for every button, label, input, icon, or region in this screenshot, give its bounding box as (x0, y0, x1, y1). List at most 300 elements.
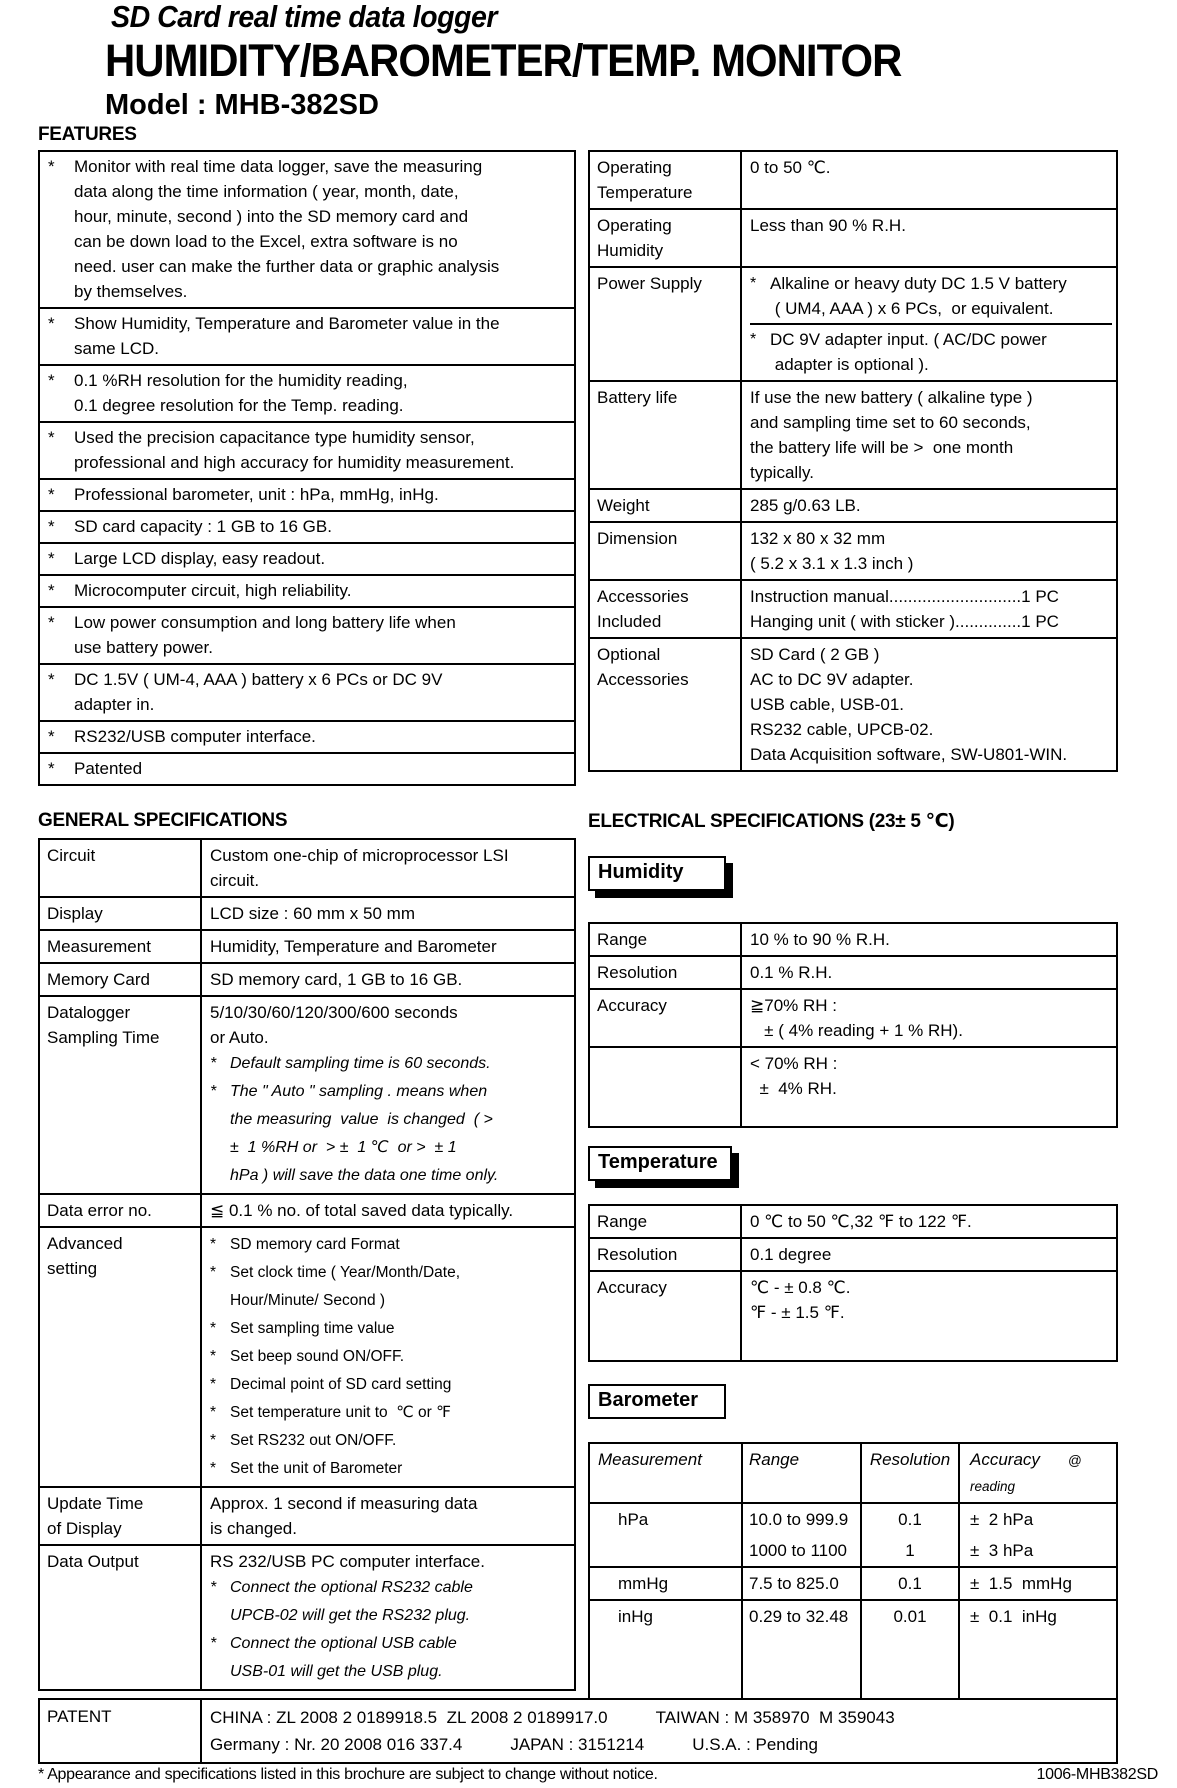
spec-value-part (750, 155, 1112, 180)
bullet-asterisk: * (48, 371, 55, 390)
patent-entry: U.S.A. : Pending (692, 1735, 818, 1754)
text-line: Show Humidity, Temperature and Barometer value in the (74, 314, 500, 333)
general-specifications-table (38, 838, 576, 1691)
text-line: The " Auto " sampling . means when (230, 1083, 488, 1100)
feature-row (40, 478, 574, 510)
text-line: Professional barometer, unit : hPa, mmHg, inHg. (74, 485, 439, 504)
spec-row (40, 929, 574, 962)
spec-row (590, 955, 1116, 988)
text-line: Power Supply (597, 274, 702, 293)
note-group (210, 1630, 570, 1686)
spec-value-part (750, 584, 1112, 634)
text-line: and sampling time set to 60 seconds, (750, 413, 1031, 432)
part-lines (750, 927, 1112, 952)
accuracy-cell (958, 1535, 1116, 1566)
patent-table (38, 1698, 1118, 1764)
spec-label (590, 152, 742, 208)
spec-value (202, 1195, 574, 1226)
resolution-cell (860, 1535, 958, 1566)
spec-value-part (750, 385, 1112, 485)
part-lines (750, 1051, 1112, 1101)
text-line: Default sampling time is 60 seconds. (230, 1055, 491, 1072)
part-lines (750, 993, 1112, 1043)
text-line: Low power consumption and long battery life when (74, 613, 456, 632)
spec-value (742, 1239, 1116, 1270)
spec-row (40, 1486, 574, 1544)
text-line: ≧70% RH : (750, 996, 837, 1015)
document-header (105, 0, 961, 121)
note-lines (230, 1427, 570, 1455)
feature-text (74, 610, 566, 660)
spec-value (202, 1488, 574, 1544)
text-line: Resolution (869, 1450, 951, 1469)
value-lines (210, 901, 570, 926)
spec-label (590, 957, 742, 988)
spec-value (742, 581, 1116, 637)
part-lines (750, 526, 1112, 576)
text-line: USB cable, USB-01. (750, 695, 905, 714)
text-line: Less than 90 % R.H. (750, 216, 906, 235)
spec-value (742, 639, 1116, 770)
value-lines (210, 967, 570, 992)
general-specifications-heading: GENERAL SPECIFICATIONS (38, 810, 288, 831)
note-lines (230, 1315, 570, 1343)
text-line: Range (597, 930, 648, 949)
note-group (210, 1078, 570, 1190)
text-line: Dimension (597, 529, 678, 548)
spec-label (590, 490, 742, 521)
text-line: 10.0 to 999.9 (749, 1510, 849, 1529)
text-line: Display (47, 904, 103, 923)
barometer-subrow (743, 1535, 1116, 1566)
spec-label (590, 924, 742, 955)
spec-row (590, 208, 1116, 266)
text-line: RS 232/USB PC computer interface. (210, 1552, 485, 1571)
note-lines (230, 1259, 570, 1315)
barometer-section-label: Barometer (588, 1384, 726, 1419)
text-line: 0.1 (898, 1574, 922, 1593)
barometer-subrows (743, 1568, 1116, 1599)
text-line: AC to DC 9V adapter. (750, 670, 914, 689)
note-group (210, 1399, 570, 1427)
doc-model-number: Model : MHB-382SD (105, 89, 379, 121)
spec-value-part (750, 1051, 1112, 1101)
text-line: the battery life will be > one month (750, 438, 1014, 457)
feature-text (74, 667, 566, 717)
value-lines (210, 1000, 570, 1050)
text-line: 0.1 % R.H. (750, 963, 833, 982)
spec-row (590, 380, 1116, 488)
value-lines (210, 1549, 570, 1574)
header-resolution (860, 1444, 958, 1502)
spec-value-part (750, 271, 1112, 321)
text-line: Circuit (47, 846, 96, 865)
text-line: ± 4% RH. (750, 1079, 837, 1098)
spec-label (590, 268, 742, 380)
spec-value (742, 1048, 1116, 1126)
text-line: If use the new battery ( alkaline type ) (750, 388, 1033, 407)
text-line: DC 1.5V ( UM-4, AAA ) battery x 6 PCs or DC 9V (74, 670, 443, 689)
text-line: data along the time information ( year, month, date, (74, 182, 459, 201)
spec-value (742, 1206, 1116, 1237)
text-line: setting (47, 1259, 98, 1278)
measurement-cell (590, 1568, 743, 1599)
text-line: SD card capacity : 1 GB to 16 GB. (74, 517, 332, 536)
text-line: Battery life (597, 388, 678, 407)
text-line: 132 x 80 x 32 mm (750, 529, 886, 548)
header-accuracy (958, 1444, 1116, 1502)
text-line: hPa ) will save the data one time only. (230, 1167, 499, 1184)
spec-label (40, 840, 202, 896)
temperature-spec-table (588, 1204, 1118, 1362)
text-line: of Display (47, 1519, 122, 1538)
text-line: Advanced (47, 1234, 123, 1253)
accuracy-label: Accuracy (970, 1450, 1040, 1469)
bullet-asterisk: * (210, 1376, 217, 1393)
text-line: Operating (597, 158, 672, 177)
feature-row (40, 542, 574, 574)
part-lines (750, 1275, 1112, 1325)
text-line: 0 to 50 ℃. (750, 158, 831, 177)
part-lines (750, 960, 1112, 985)
header-range (743, 1444, 860, 1502)
feature-text (74, 724, 566, 749)
spec-row (590, 924, 1116, 955)
part-lines (750, 1209, 1112, 1234)
bullet-asterisk: * (48, 314, 55, 333)
text-line: Included (597, 612, 662, 631)
text-line: Set clock time ( Year/Month/Date, (230, 1264, 461, 1281)
bullet-asterisk: * (48, 759, 55, 778)
value-lines (210, 1491, 570, 1541)
spec-value (742, 490, 1116, 521)
feature-text (74, 425, 566, 475)
text-line: Set the unit of Barometer (230, 1460, 403, 1477)
spec-value (742, 523, 1116, 579)
bullet-asterisk: * (750, 331, 757, 348)
resolution-cell (860, 1568, 958, 1599)
feature-text (74, 514, 566, 539)
spec-value-part (750, 642, 1112, 767)
document-code: 1006-MHB382SD (1036, 1766, 1158, 1783)
spec-value (742, 268, 1116, 380)
text-line: UPCB-02 will get the RS232 plug. (230, 1607, 471, 1624)
bullet-asterisk: * (48, 157, 55, 176)
spec-label (590, 382, 742, 488)
doc-title: HUMIDITY/BAROMETER/TEMP. MONITOR (105, 35, 902, 86)
page-footer (38, 1766, 1158, 1784)
spec-value (742, 990, 1116, 1046)
at-reading-label: @ reading (970, 1453, 1086, 1494)
spec-value-part (750, 993, 1112, 1043)
barometer-row (590, 1504, 1116, 1566)
spec-value-part (750, 927, 1112, 952)
text-line: Connect the optional USB cable (230, 1635, 457, 1652)
spec-label (590, 210, 742, 266)
text-line: 1 (905, 1541, 915, 1560)
measurement-cell (590, 1504, 743, 1566)
header-measurement (590, 1444, 743, 1502)
patent-value (202, 1700, 1116, 1762)
text-line: Large LCD display, easy readout. (74, 549, 326, 568)
spec-row (40, 1544, 574, 1689)
part-lines (750, 213, 1112, 238)
text-line: Set beep sound ON/OFF. (230, 1348, 405, 1365)
text-line: SD Card ( 2 GB ) (750, 645, 880, 664)
feature-row (40, 663, 574, 720)
text-line: 0.1 %RH resolution for the humidity reading, (74, 371, 408, 390)
note-group (210, 1427, 570, 1455)
part-lines (750, 584, 1112, 634)
text-line: ± 0.1 inHg (970, 1607, 1057, 1626)
text-line: 7.5 to 825.0 (749, 1574, 839, 1593)
part-lines (750, 493, 1112, 518)
value-notes (210, 1050, 570, 1190)
spec-value-part (750, 213, 1112, 238)
spec-value-part (750, 1275, 1112, 1325)
spec-row (40, 995, 574, 1193)
patent-entry: TAIWAN : M 358970 M 359043 (655, 1708, 895, 1727)
text-line: 0 ℃ to 50 ℃,32 ℉ to 122 ℉. (750, 1212, 972, 1231)
text-line: 285 g/0.63 LB. (750, 496, 861, 515)
part-lines (750, 642, 1112, 767)
feature-row (40, 510, 574, 542)
spec-value (202, 898, 574, 929)
accuracy-cell (958, 1568, 1116, 1599)
feature-text (74, 756, 566, 781)
text-line: Microcomputer circuit, high reliability. (74, 581, 352, 600)
text-line: ± 3 hPa (970, 1541, 1034, 1560)
text-line: Monitor with real time data logger, save the measuring (74, 157, 483, 176)
note-lines (230, 1399, 570, 1427)
text-line: Update Time (47, 1494, 144, 1513)
electrical-specifications-heading: ELECTRICAL SPECIFICATIONS (23± 5 ℃) (588, 811, 955, 832)
value-lines (210, 934, 570, 959)
text-line: ℃ - ± 0.8 ℃. (750, 1278, 851, 1297)
spec-value-part (750, 526, 1112, 576)
feature-row (40, 307, 574, 364)
text-line: use battery power. (74, 638, 213, 657)
text-line: PATENT (47, 1707, 112, 1726)
humidity-section-label: Humidity (588, 856, 726, 891)
text-line: Instruction manual............................1 PC (750, 587, 1059, 606)
bullet-asterisk: * (210, 1320, 217, 1337)
text-line: 5/10/30/60/120/300/600 seconds (210, 1003, 458, 1022)
spec-row (590, 1046, 1116, 1126)
text-line: ( UM4, AAA ) x 6 PCs, or equivalent. (770, 299, 1054, 318)
spec-label (40, 997, 202, 1193)
text-line: Hanging unit ( with sticker )..............1 PC (750, 612, 1059, 631)
feature-row (40, 574, 574, 606)
value-lines (210, 1198, 570, 1223)
text-line: Data Output (47, 1552, 139, 1571)
note-group (210, 1455, 570, 1483)
note-lines (230, 1078, 570, 1190)
text-line: Decimal point of SD card setting (230, 1376, 452, 1393)
bullet-asterisk: * (48, 549, 55, 568)
text-line: Approx. 1 second if measuring data (210, 1494, 478, 1513)
text-line: ≦ 0.1 % no. of total saved data typically. (210, 1201, 514, 1220)
spec-value-part (750, 960, 1112, 985)
bullet-asterisk: * (750, 275, 757, 292)
spec-value-part (750, 1209, 1112, 1234)
text-line: professional and high accuracy for humidity measurement. (74, 453, 515, 472)
spec-value (742, 1272, 1116, 1360)
part-lines (770, 271, 1112, 321)
features-table (38, 150, 576, 786)
disclaimer-note: * Appearance and specifications listed in this brochure are subject to change without notice. (38, 1766, 658, 1783)
spec-label (40, 898, 202, 929)
feature-row (40, 152, 574, 307)
bullet-asterisk: * (48, 727, 55, 746)
spec-row (40, 962, 574, 995)
text-line: 10 % to 90 % R.H. (750, 930, 890, 949)
text-line: Weight (597, 496, 650, 515)
spec-label (590, 1048, 742, 1126)
bullet-asterisk: * (48, 517, 55, 536)
barometer-subrow (743, 1568, 1116, 1599)
bullet-asterisk: * (210, 1404, 217, 1421)
text-line: ± 2 hPa (970, 1510, 1034, 1529)
text-line: SD memory card, 1 GB to 16 GB. (210, 970, 463, 989)
text-line: mmHg (618, 1574, 669, 1593)
text-line: Set sampling time value (230, 1320, 395, 1337)
text-line: SD memory card Format (230, 1236, 400, 1253)
spec-value (202, 1546, 574, 1689)
spec-row (40, 840, 574, 896)
resolution-cell (860, 1504, 958, 1535)
text-line: Accuracy (597, 996, 667, 1015)
environment-spec-table (588, 150, 1118, 772)
text-line: 0.1 degree resolution for the Temp. reading. (74, 396, 404, 415)
bullet-asterisk: * (210, 1055, 217, 1072)
bullet-asterisk: * (48, 670, 55, 689)
header-cells (743, 1444, 1116, 1502)
spec-row (40, 1226, 574, 1486)
patent-line (210, 1731, 1112, 1758)
text-line: Accuracy (597, 1278, 667, 1297)
text-line: Connect the optional RS232 cable (230, 1579, 473, 1596)
note-lines (230, 1630, 570, 1686)
bullet-asterisk: * (210, 1236, 217, 1253)
note-group (210, 1315, 570, 1343)
note-lines (230, 1343, 570, 1371)
spec-value (202, 840, 574, 896)
note-lines (230, 1050, 570, 1078)
spec-label (40, 1228, 202, 1486)
text-line: typically. (750, 463, 814, 482)
text-line: USB-01 will get the USB plug. (230, 1663, 443, 1680)
patent-entry: JAPAN : 3151214 (510, 1735, 645, 1754)
text-line: Patented (74, 759, 143, 778)
temperature-section-label: Temperature (588, 1146, 732, 1181)
feature-text (74, 482, 566, 507)
feature-row (40, 606, 574, 663)
text-line: need. user can make the further data or graphic analysis (74, 257, 500, 276)
text-line: Sampling Time (47, 1028, 160, 1047)
text-line: Data Acquisition software, SW-U801-WIN. (750, 745, 1068, 764)
patent-line (210, 1704, 1112, 1731)
text-line: Memory Card (47, 970, 150, 989)
spec-value (742, 152, 1116, 208)
feature-row (40, 421, 574, 478)
text-line: RS232/USB computer interface. (74, 727, 316, 746)
text-line: Measurement (47, 937, 151, 956)
feature-text (74, 311, 566, 361)
text-line: LCD size : 60 mm x 50 mm (210, 904, 415, 923)
barometer-header-row (590, 1444, 1116, 1504)
text-line: RS232 cable, UPCB-02. (750, 720, 934, 739)
text-line: Set RS232 out ON/OFF. (230, 1432, 397, 1449)
part-lines (770, 327, 1112, 377)
text-line: Accessories (597, 670, 689, 689)
note-group (210, 1231, 570, 1259)
bullet-asterisk: * (210, 1083, 217, 1100)
text-line: Datalogger (47, 1003, 131, 1022)
bullet-asterisk: * (48, 428, 55, 447)
text-line: inHg (618, 1607, 653, 1626)
note-group (210, 1371, 570, 1399)
text-line: 1000 to 1100 (749, 1541, 847, 1560)
barometer-row (590, 1566, 1116, 1599)
text-line (970, 1447, 1114, 1499)
text-line: < 70% RH : (750, 1054, 838, 1073)
text-line: adapter in. (74, 695, 155, 714)
spec-value (742, 957, 1116, 988)
barometer-subrows (743, 1504, 1116, 1566)
accuracy-cell (958, 1504, 1116, 1535)
spec-value (202, 964, 574, 995)
text-line: Resolution (597, 963, 678, 982)
bullet-asterisk: * (210, 1264, 217, 1281)
text-line: is changed. (210, 1519, 297, 1538)
text-line: can be down load to the Excel, extra software is no (74, 232, 458, 251)
value-notes (210, 1231, 570, 1483)
note-lines (230, 1455, 570, 1483)
spec-row (40, 896, 574, 929)
text-line: 0.01 (893, 1607, 927, 1626)
spec-row (590, 637, 1116, 770)
spec-label (590, 990, 742, 1046)
text-line: Custom one-chip of microprocessor LSI (210, 846, 509, 865)
note-group (210, 1574, 570, 1630)
spec-value (202, 931, 574, 962)
text-line: Range (597, 1212, 648, 1231)
patent-entry: Germany : Nr. 20 2008 016 337.4 (210, 1735, 463, 1754)
spec-label (590, 1272, 742, 1360)
text-line: ± 1 %RH or > ± 1 ℃ or > ± 1 (230, 1139, 457, 1156)
part-lines (750, 155, 1112, 180)
text-line: ± ( 4% reading + 1 % RH). (750, 1021, 963, 1040)
barometer-subrow (743, 1504, 1116, 1535)
spec-row (590, 579, 1116, 637)
text-line: Humidity (597, 241, 664, 260)
spec-label (40, 1546, 202, 1689)
spec-label (590, 581, 742, 637)
text-line: hour, minute, second ) into the SD memory card and (74, 207, 469, 226)
range-cell (743, 1535, 860, 1566)
spec-row (40, 1193, 574, 1226)
text-line: hPa (618, 1510, 649, 1529)
text-line: ± 1.5 mmHg (970, 1574, 1072, 1593)
humidity-spec-table (588, 922, 1118, 1128)
text-line: Measurement (598, 1450, 702, 1469)
spec-value-part (750, 323, 1112, 377)
feature-text (74, 578, 566, 603)
range-cell (743, 1568, 860, 1599)
bullet-asterisk: * (210, 1432, 217, 1449)
text-line: Alkaline or heavy duty DC 1.5 V battery (770, 274, 1067, 293)
